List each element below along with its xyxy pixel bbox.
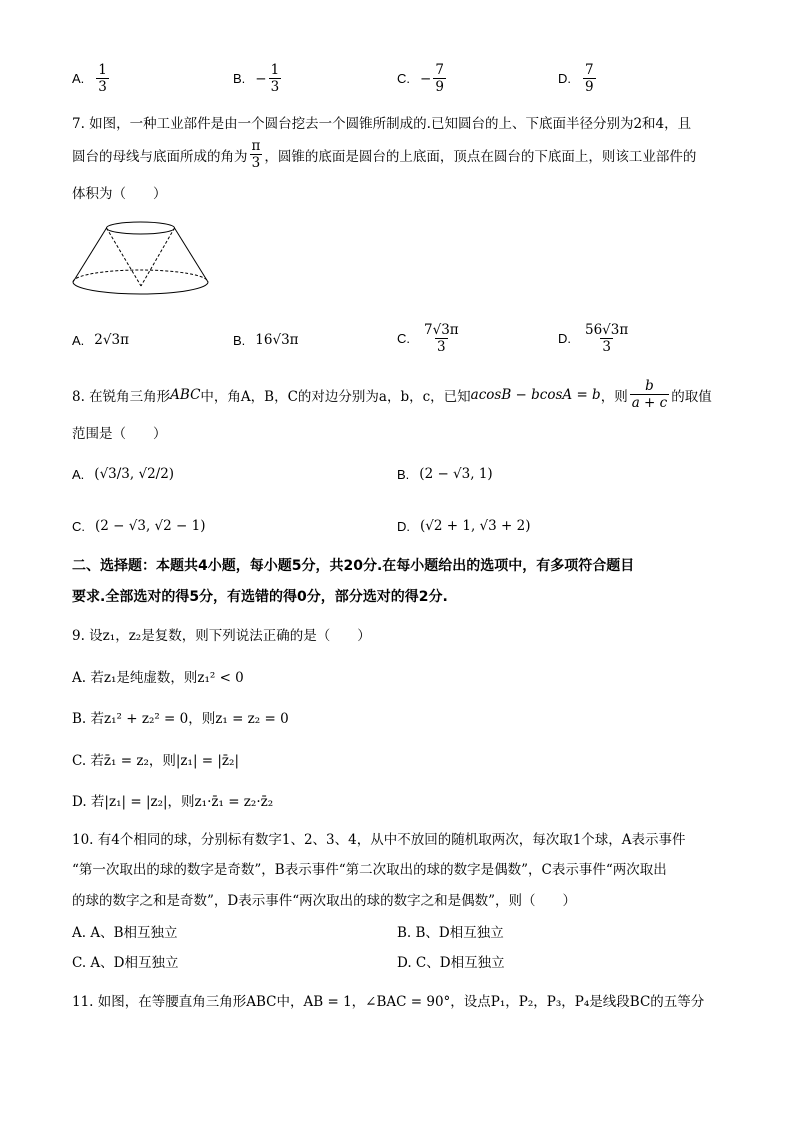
q8-line-1: 8. 在锐角三角形 ABC 中，角A，B，C的对边分别为a，b，c，已知 acosB − bcosA = b ，则 $\frac{b}{a + c}$ 的取值 (72, 378, 712, 411)
frustum-figure (70, 212, 215, 302)
q10-option-b: B. B、D相互独立 (397, 925, 504, 941)
q7-option-c: C. $\frac{7√3\pi}{3}$ (397, 322, 459, 355)
q9-option-a: A. 若z₁是纯虚数，则z₁² < 0 (72, 670, 244, 686)
q10-option-a: A. A、B相互独立 (72, 925, 178, 941)
q8-option-a: A. (√3/3, √2/2) (72, 466, 175, 482)
q9-option-b: B. 若z₁² + z₂² = 0，则z₁ = z₂ = 0 (72, 711, 289, 727)
q8-option-d: D. (√2 + 1, √3 + 2) (397, 518, 531, 534)
q7-line-3: 体积为（ ） (72, 186, 167, 202)
q10-line-1: 10. 有4个相同的球，分别标有数字1、2、3、4，从中不放回的随机取两次，每次取1个球，A表示事件 (72, 832, 686, 848)
frustum-left-edge (73, 228, 107, 282)
q7-option-b: B. 16√3π (233, 332, 299, 348)
q9-option-c: C. 若z̄₁ = z₂，则|z₁| = |z̄₂| (72, 753, 240, 769)
q9-option-d: D. 若|z₁| = |z₂|，则z₁·z̄₁ = z₂·z̄₂ (72, 794, 274, 810)
q6-option-a: A. $\frac{1}{3}$ (72, 62, 107, 95)
q7-option-d: D. $\frac{56√3\pi}{3}$ (558, 322, 629, 355)
q10-line-2: “第一次取出的球的数字是奇数”，B表示事件“第二次取出的球的数字是偶数”，C表示事件“两次取出 (72, 862, 667, 878)
frustum-top-ellipse (107, 222, 175, 234)
q6-option-d: D. $\frac{7}{9}$ (558, 62, 594, 95)
q7-line-1: 7. 如图，一种工业部件是由一个圆台挖去一个圆锥所制成的.已知圆台的上、下底面半径分别为2和4，且 (72, 116, 692, 132)
q8-fraction: $\frac{b}{a + c}$ (631, 378, 668, 411)
section-2-heading-line-1: 二、选择题：本题共4小题，每小题5分，共20分.在每小题给出的选项中，有多项符合题目 (72, 558, 635, 574)
q10-line-3: 的球的数字之和是奇数”，D表示事件“两次取出的球的数字之和是偶数”，则（ ） (72, 893, 577, 909)
frustum-bottom-ellipse-front (73, 282, 208, 294)
q7-angle-fraction: $\frac{\pi}{3}$ (251, 138, 261, 171)
q11-line-1: 11. 如图，在等腰直角三角形ABC中，AB = 1，∠BAC = 90°，设点P₁，P₂，P₃，P₄是线段BC的五等分 (72, 994, 705, 1010)
q8-line-2: 范围是（ ） (72, 426, 167, 442)
q10-option-d: D. C、D相互独立 (397, 955, 505, 971)
q7-line-2: 圆台的母线与底面所成的角为 $\frac{\pi}{3}$ ，圆锥的底面是圆台的上底面，顶点在圆台的下底面上，则该工业部件的 (72, 138, 697, 171)
q6-option-b: B. − $\frac{1}{3}$ (233, 62, 280, 95)
q9-stem: 9. 设z₁，z₂是复数，则下列说法正确的是（ ） (72, 628, 371, 644)
q8-option-c: C. (2 − √3, √2 − 1) (72, 518, 206, 534)
section-2-heading-line-2: 要求.全部选对的得5分，有选错的得0分，部分选对的得2分. (72, 589, 448, 605)
cone-left-edge (107, 228, 142, 286)
q10-option-c: C. A、D相互独立 (72, 955, 179, 971)
q8-option-b: B. (2 − √3, 1) (397, 466, 493, 482)
frustum-bottom-ellipse-back (73, 270, 208, 282)
q7-option-a: A. 2√3π (72, 332, 129, 348)
cone-right-edge (141, 228, 175, 286)
q6-option-c: C. − $\frac{7}{9}$ (397, 62, 444, 95)
